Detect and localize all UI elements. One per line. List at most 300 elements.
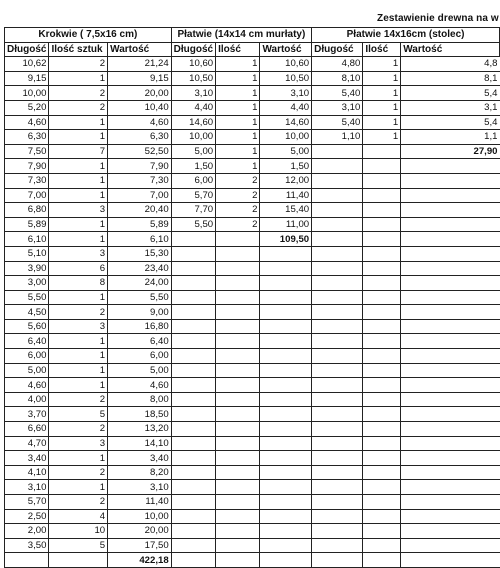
empty-cell (312, 319, 363, 334)
table-cell: 5,00 (260, 144, 312, 159)
table-cell: 10,00 (171, 130, 215, 145)
table-cell: 3,70 (5, 407, 49, 422)
empty-cell (401, 451, 500, 466)
empty-cell (216, 465, 260, 480)
empty-cell (401, 392, 500, 407)
table-row (5, 290, 500, 305)
table-cell: 5,89 (108, 217, 172, 232)
empty-cell (260, 276, 312, 291)
table-cell: 1 (49, 290, 108, 305)
empty-cell (216, 495, 260, 510)
table-row (5, 509, 500, 524)
empty-cell (171, 524, 215, 539)
table-cell: 4,60 (108, 115, 172, 130)
table-cell: 7,00 (5, 188, 49, 203)
table-cell: 7,50 (5, 144, 49, 159)
table-cell: 3,1 (401, 100, 500, 115)
empty-cell (171, 246, 215, 261)
table-cell: 2 (49, 495, 108, 510)
empty-cell (216, 538, 260, 553)
empty-cell (216, 553, 260, 568)
empty-cell (171, 232, 215, 247)
table-cell: 1 (49, 159, 108, 174)
empty-cell (312, 290, 363, 305)
empty-cell (363, 422, 401, 437)
table-row (5, 115, 500, 130)
table-cell: 7,70 (171, 203, 215, 218)
table-cell: 5,20 (5, 100, 49, 115)
table-cell: 1,10 (312, 130, 363, 145)
table-row (5, 246, 500, 261)
table-cell: 20,00 (108, 86, 172, 101)
table-row (5, 261, 500, 276)
table-row (5, 480, 500, 495)
empty-cell (260, 261, 312, 276)
table-cell: 9,15 (5, 71, 49, 86)
empty-cell (401, 203, 500, 218)
table-cell: 5,50 (108, 290, 172, 305)
group-header-row (5, 28, 500, 43)
column-header: Ilość (363, 42, 401, 57)
empty-cell (260, 553, 312, 568)
table-cell: 3,10 (108, 480, 172, 495)
table-cell: 6 (49, 261, 108, 276)
column-header: Długość (171, 42, 215, 57)
empty-cell (260, 524, 312, 539)
table-row (5, 173, 500, 188)
empty-cell (312, 553, 363, 568)
table-cell: 1 (216, 115, 260, 130)
table-cell: 5,4 (401, 86, 500, 101)
table-cell: 7,30 (108, 173, 172, 188)
empty-cell (401, 173, 500, 188)
table-row (5, 232, 500, 247)
table-cell: 10,60 (260, 57, 312, 72)
empty-cell (312, 378, 363, 393)
table-cell: 1,1 (401, 130, 500, 145)
table-cell: 8,00 (108, 392, 172, 407)
empty-cell (171, 553, 215, 568)
column-header: Długość (5, 42, 49, 57)
table-cell: 5,40 (312, 86, 363, 101)
table-cell: 14,60 (171, 115, 215, 130)
empty-cell (260, 538, 312, 553)
empty-cell (171, 436, 215, 451)
table-row (5, 305, 500, 320)
empty-cell (312, 334, 363, 349)
table-cell: 1 (363, 115, 401, 130)
empty-cell (312, 451, 363, 466)
table-cell: 1 (49, 363, 108, 378)
table-row (5, 538, 500, 553)
table-row (5, 276, 500, 291)
table-row (5, 451, 500, 466)
table-cell: 3,10 (5, 480, 49, 495)
empty-cell (401, 232, 500, 247)
group-total: 27,90 (401, 144, 500, 159)
empty-cell (312, 407, 363, 422)
table-cell: 1 (216, 159, 260, 174)
empty-cell (363, 319, 401, 334)
empty-cell (260, 407, 312, 422)
table-cell: 1 (49, 130, 108, 145)
table-cell: 6,10 (108, 232, 172, 247)
table-cell: 2 (216, 173, 260, 188)
table-cell: 8 (49, 276, 108, 291)
table-cell: 1 (49, 334, 108, 349)
table-cell: 1 (216, 100, 260, 115)
group-total: 109,50 (260, 232, 312, 247)
table-row (5, 334, 500, 349)
empty-cell (171, 509, 215, 524)
empty-cell (216, 349, 260, 364)
table-cell: 3,10 (171, 86, 215, 101)
empty-cell (363, 509, 401, 524)
table-cell: 17,50 (108, 538, 172, 553)
table-row (5, 319, 500, 334)
empty-cell (363, 378, 401, 393)
table-cell: 2,00 (5, 524, 49, 539)
table-row (5, 159, 500, 174)
empty-cell (260, 363, 312, 378)
table-cell: 12,00 (260, 173, 312, 188)
empty-cell (260, 451, 312, 466)
empty-cell (363, 290, 401, 305)
empty-cell (363, 159, 401, 174)
empty-cell (171, 319, 215, 334)
table-cell: 4,60 (5, 378, 49, 393)
empty-cell (363, 495, 401, 510)
table-cell: 5,10 (5, 246, 49, 261)
table-cell: 1 (363, 86, 401, 101)
empty-cell (312, 232, 363, 247)
table-cell: 7,90 (5, 159, 49, 174)
empty-cell (260, 392, 312, 407)
empty-cell (171, 451, 215, 466)
empty-cell (401, 538, 500, 553)
table-cell: 5,40 (312, 115, 363, 130)
empty-cell (312, 188, 363, 203)
table-cell: 23,40 (108, 261, 172, 276)
empty-cell (171, 334, 215, 349)
empty-cell (260, 305, 312, 320)
empty-cell (312, 465, 363, 480)
empty-cell (363, 334, 401, 349)
table-cell: 8,1 (401, 71, 500, 86)
table-cell: 2 (49, 86, 108, 101)
empty-cell (216, 305, 260, 320)
empty-cell (363, 451, 401, 466)
table-cell: 7,00 (108, 188, 172, 203)
table-cell: 2 (49, 57, 108, 72)
table-cell: 9,00 (108, 305, 172, 320)
table-cell: 4,80 (312, 57, 363, 72)
empty-cell (363, 232, 401, 247)
table-row (5, 100, 500, 115)
empty-cell (363, 392, 401, 407)
empty-cell (260, 349, 312, 364)
table-cell: 1,50 (171, 159, 215, 174)
table-cell: 4,00 (5, 392, 49, 407)
table-cell: 18,50 (108, 407, 172, 422)
table-cell: 1 (363, 130, 401, 145)
table-cell: 6,60 (5, 422, 49, 437)
empty-cell (401, 349, 500, 364)
empty-cell (171, 261, 215, 276)
table-cell: 2 (216, 188, 260, 203)
empty-cell (401, 465, 500, 480)
table-cell: 14,60 (260, 115, 312, 130)
timber-table (4, 27, 500, 568)
empty-cell (363, 465, 401, 480)
empty-cell (216, 407, 260, 422)
empty-cell (363, 217, 401, 232)
empty-cell (312, 363, 363, 378)
empty-cell (363, 305, 401, 320)
empty-cell (363, 188, 401, 203)
table-row (5, 495, 500, 510)
empty-cell (260, 334, 312, 349)
table-cell: 10,50 (171, 71, 215, 86)
table-cell: 2 (49, 422, 108, 437)
empty-cell (401, 422, 500, 437)
empty-cell (216, 334, 260, 349)
empty-cell (312, 422, 363, 437)
table-cell: 6,80 (5, 203, 49, 218)
table-cell: 5,50 (171, 217, 215, 232)
empty-cell (171, 480, 215, 495)
empty-cell (171, 349, 215, 364)
empty-cell (401, 246, 500, 261)
empty-cell (216, 436, 260, 451)
table-cell: 2 (49, 392, 108, 407)
table-cell: 5,50 (5, 290, 49, 305)
empty-cell (312, 495, 363, 510)
table-cell: 1 (49, 232, 108, 247)
empty-cell (171, 305, 215, 320)
column-header: Wartość (260, 42, 312, 57)
empty-cell (260, 319, 312, 334)
table-cell: 15,40 (260, 203, 312, 218)
table-cell: 6,00 (171, 173, 215, 188)
empty-cell (401, 407, 500, 422)
table-cell: 1 (49, 378, 108, 393)
table-cell: 6,00 (108, 349, 172, 364)
table-row (5, 363, 500, 378)
table-cell: 4 (49, 509, 108, 524)
table-cell: 1 (49, 451, 108, 466)
empty-cell (363, 246, 401, 261)
table-cell: 3,10 (260, 86, 312, 101)
table-cell: 1 (49, 349, 108, 364)
table-row (5, 144, 500, 159)
empty-cell (171, 422, 215, 437)
table-cell: 10,00 (260, 130, 312, 145)
table-row (5, 407, 500, 422)
table-cell: 10,60 (171, 57, 215, 72)
table-row (5, 188, 500, 203)
empty-cell (216, 422, 260, 437)
table-cell: 4,60 (108, 378, 172, 393)
empty-cell (260, 290, 312, 305)
table-cell: 1,50 (260, 159, 312, 174)
table-cell: 14,10 (108, 436, 172, 451)
empty-cell (260, 509, 312, 524)
empty-cell (363, 173, 401, 188)
table-cell: 1 (363, 71, 401, 86)
table-row (5, 378, 500, 393)
empty-cell (171, 465, 215, 480)
table-cell: 1 (49, 115, 108, 130)
table-cell: 1 (49, 71, 108, 86)
table-cell: 7,90 (108, 159, 172, 174)
table-cell: 5,89 (5, 217, 49, 232)
table-cell: 6,10 (5, 232, 49, 247)
empty-cell (216, 232, 260, 247)
empty-cell (363, 144, 401, 159)
table-cell: 15,30 (108, 246, 172, 261)
empty-cell (312, 159, 363, 174)
table-cell: 3,90 (5, 261, 49, 276)
empty-cell (171, 378, 215, 393)
empty-cell (171, 495, 215, 510)
table-cell: 9,15 (108, 71, 172, 86)
table-cell: 3 (49, 319, 108, 334)
table-row (5, 524, 500, 539)
empty-cell (260, 480, 312, 495)
empty-cell (312, 524, 363, 539)
table-cell: 5,00 (171, 144, 215, 159)
empty-cell (216, 451, 260, 466)
table-cell: 7 (49, 144, 108, 159)
table-cell: 10,62 (5, 57, 49, 72)
table-cell: 5,00 (108, 363, 172, 378)
empty-cell (312, 509, 363, 524)
empty-cell (401, 305, 500, 320)
empty-cell (312, 305, 363, 320)
table-cell: 1 (216, 86, 260, 101)
empty-cell (363, 276, 401, 291)
empty-cell (363, 261, 401, 276)
table-cell: 3 (49, 203, 108, 218)
empty-cell (401, 261, 500, 276)
table-cell: 16,80 (108, 319, 172, 334)
empty-cell (363, 407, 401, 422)
empty-cell (363, 553, 401, 568)
empty-cell (401, 319, 500, 334)
empty-cell (260, 378, 312, 393)
empty-cell (363, 363, 401, 378)
column-header-row (5, 42, 500, 57)
empty-cell (401, 188, 500, 203)
table-cell: 3,40 (5, 451, 49, 466)
table-cell: 3,40 (108, 451, 172, 466)
table-row (5, 392, 500, 407)
table-cell: 2 (49, 465, 108, 480)
empty-cell (49, 553, 108, 568)
table-cell: 52,50 (108, 144, 172, 159)
empty-cell (401, 159, 500, 174)
empty-cell (171, 290, 215, 305)
table-cell: 6,00 (5, 349, 49, 364)
sheet-title: Zestawienie drewna na w (377, 13, 499, 24)
table-cell: 6,40 (108, 334, 172, 349)
table-row (5, 203, 500, 218)
column-header: Wartość (108, 42, 172, 57)
empty-cell (260, 436, 312, 451)
empty-cell (312, 144, 363, 159)
table-cell: 1 (216, 144, 260, 159)
table-cell: 1 (216, 130, 260, 145)
empty-cell (216, 524, 260, 539)
empty-cell (171, 392, 215, 407)
table-cell: 8,10 (312, 71, 363, 86)
table-row (5, 57, 500, 72)
table-row (5, 71, 500, 86)
table-cell: 3,00 (5, 276, 49, 291)
empty-cell (363, 203, 401, 218)
empty-cell (401, 553, 500, 568)
table-cell: 1 (216, 57, 260, 72)
table-row (5, 422, 500, 437)
table-cell: 5,00 (5, 363, 49, 378)
empty-cell (260, 246, 312, 261)
column-header: Ilość sztuk (49, 42, 108, 57)
empty-cell (171, 363, 215, 378)
table-cell: 24,00 (108, 276, 172, 291)
table-cell: 1 (216, 71, 260, 86)
table-cell: 3,50 (5, 538, 49, 553)
empty-cell (216, 276, 260, 291)
empty-cell (401, 290, 500, 305)
table-cell: 2 (216, 203, 260, 218)
empty-cell (401, 217, 500, 232)
empty-cell (171, 407, 215, 422)
table-cell: 3,10 (312, 100, 363, 115)
table-cell: 4,10 (5, 465, 49, 480)
table-cell: 1 (49, 480, 108, 495)
table-cell: 1 (49, 173, 108, 188)
table-cell: 11,00 (260, 217, 312, 232)
table-cell: 10,00 (5, 86, 49, 101)
empty-cell (5, 553, 49, 568)
table-row (5, 130, 500, 145)
group-title-platwie-stolec: Płatwie 14x16cm (stolec) (312, 28, 500, 43)
table-row (5, 217, 500, 232)
table-row (5, 349, 500, 364)
empty-cell (312, 246, 363, 261)
empty-cell (363, 480, 401, 495)
empty-cell (216, 246, 260, 261)
table-cell: 1 (49, 217, 108, 232)
table-cell: 3 (49, 436, 108, 451)
table-cell: 3 (49, 246, 108, 261)
table-cell: 5,60 (5, 319, 49, 334)
empty-cell (216, 509, 260, 524)
empty-cell (363, 538, 401, 553)
group-title-platwie-murlaty: Płatwie (14x14 cm murłaty) (171, 28, 311, 43)
table-row (5, 465, 500, 480)
empty-cell (260, 422, 312, 437)
table-row (5, 86, 500, 101)
table-cell: 6,30 (108, 130, 172, 145)
table-cell: 4,70 (5, 436, 49, 451)
empty-cell (363, 349, 401, 364)
empty-cell (363, 524, 401, 539)
empty-cell (216, 319, 260, 334)
column-header: Ilość (216, 42, 260, 57)
empty-cell (312, 349, 363, 364)
